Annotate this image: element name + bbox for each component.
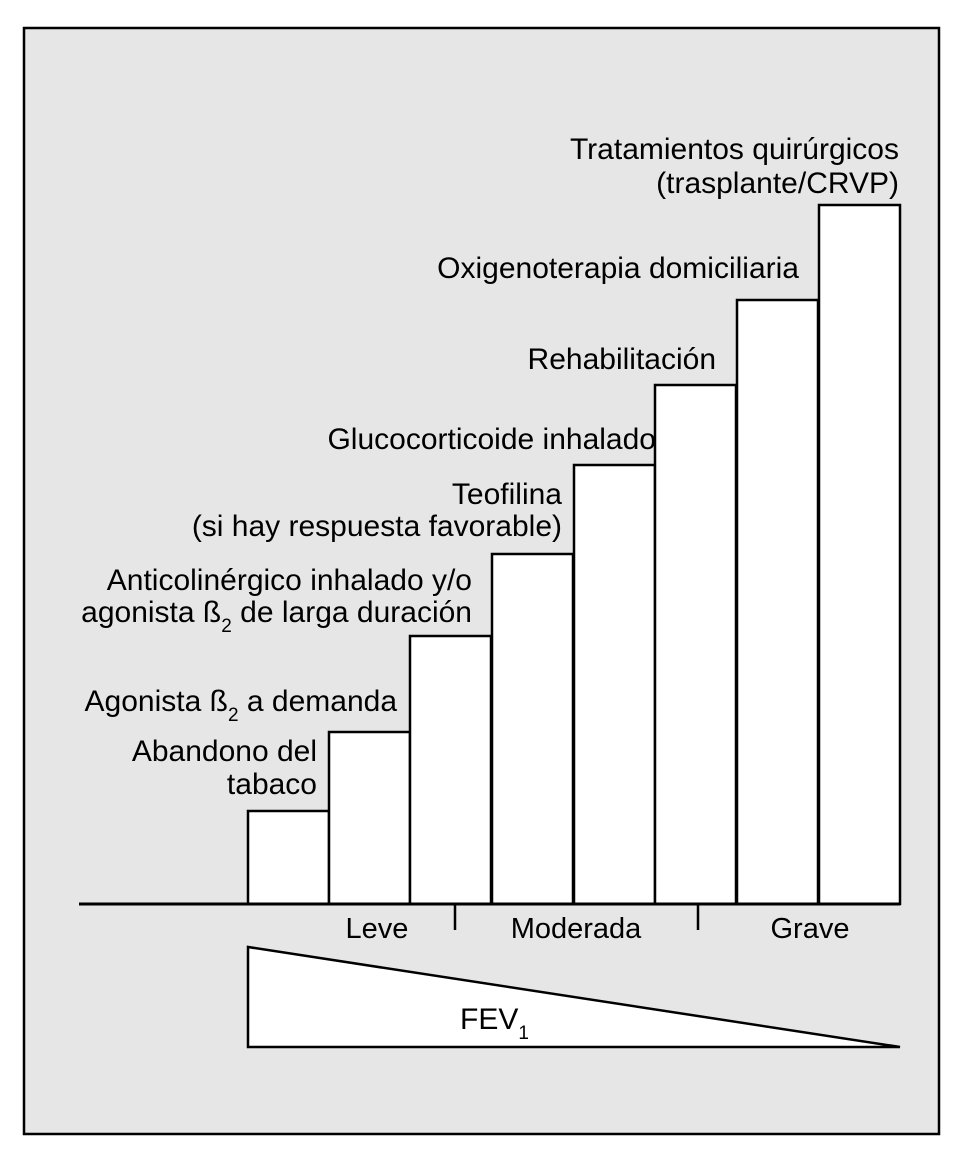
step-box-7 bbox=[737, 300, 818, 904]
step-label-3-line-1: Anticolinérgico inhalado y/o bbox=[106, 564, 472, 597]
step-label-2-part-3: a demanda bbox=[238, 685, 397, 718]
step-box-8 bbox=[819, 205, 900, 904]
step-label-1-line-1: Abandono del bbox=[131, 735, 317, 768]
step-label-6-line-1: Rehabilitación bbox=[527, 343, 716, 376]
step-label-1-line-2: tabaco bbox=[226, 768, 317, 801]
step-box-1 bbox=[248, 811, 329, 904]
step-box-3 bbox=[410, 636, 491, 904]
step-label-3-part-1: agonista ß bbox=[81, 596, 222, 629]
step-label-7-line-1: Oxigenoterapia domiciliaria bbox=[437, 252, 799, 285]
step-label-8-line-1: Tratamientos quirúrgicos bbox=[569, 133, 899, 166]
fev1-label-main: FEV bbox=[460, 1003, 519, 1036]
severity-label-mild: Leve bbox=[345, 913, 409, 945]
step-box-4 bbox=[492, 554, 573, 904]
step-label-2-part-1: Agonista ß bbox=[84, 685, 228, 718]
fev1-label-subscript: 1 bbox=[518, 1023, 529, 1044]
step-box-5 bbox=[574, 465, 655, 904]
severity-label-moderate: Moderada bbox=[510, 913, 642, 945]
step-box-6 bbox=[655, 385, 736, 904]
severity-label-severe: Grave bbox=[770, 913, 850, 945]
step-box-2 bbox=[329, 732, 410, 904]
step-label-4-line-1: Teofilina bbox=[451, 478, 562, 511]
step-label-3-part-3: de larga duración bbox=[231, 596, 472, 629]
step-label-2-subscript: 2 bbox=[227, 705, 239, 726]
step-label-8-line-2: (trasplante/CRVP) bbox=[656, 167, 899, 200]
step-label-3-subscript: 2 bbox=[221, 616, 232, 637]
step-label-5-line-1: Glucocorticoide inhalado bbox=[327, 423, 656, 456]
step-label-4-line-2: (si hay respuesta favorable) bbox=[191, 510, 562, 543]
